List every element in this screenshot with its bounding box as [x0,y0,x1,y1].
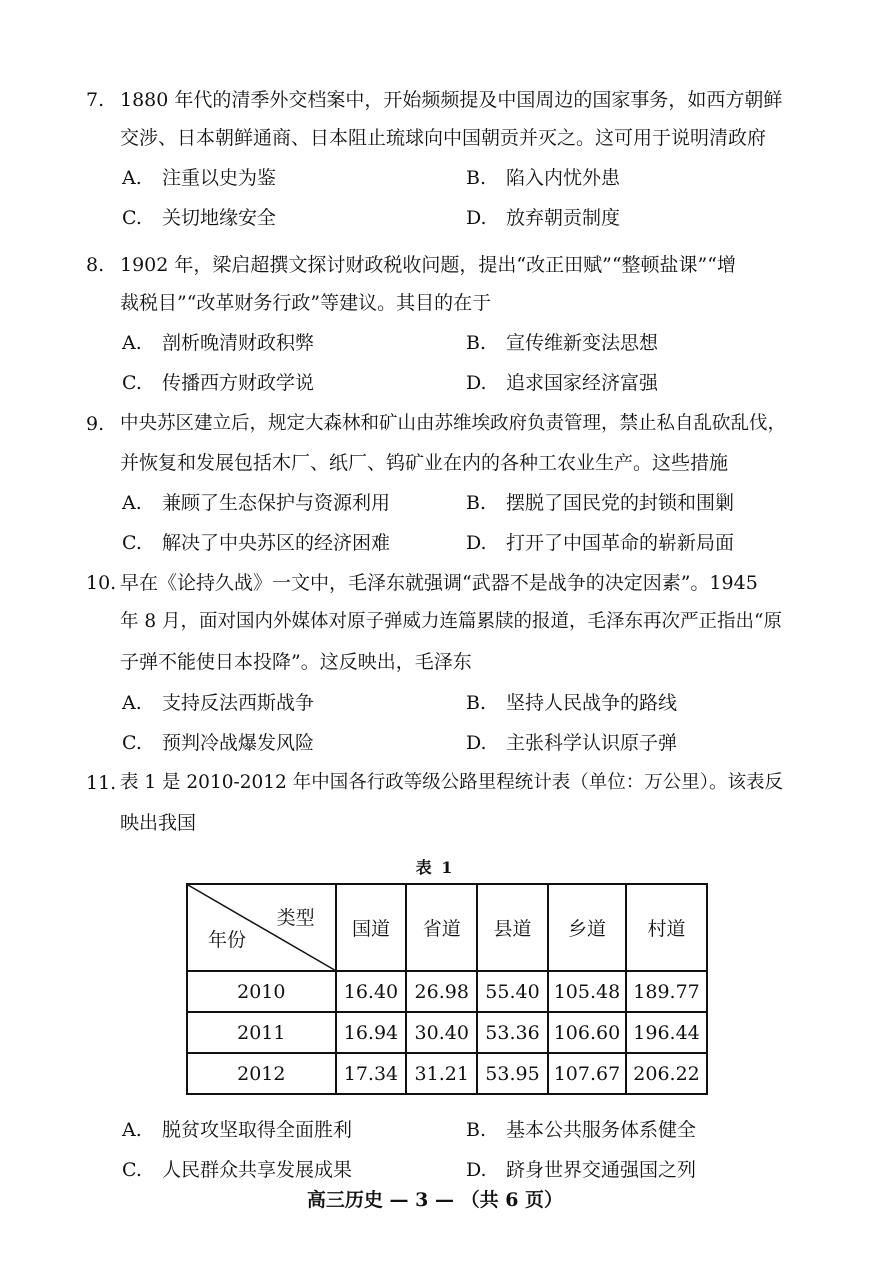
option-b[interactable] [466,1117,696,1143]
table-cell: 16.40 [336,971,407,1012]
question-number: 8. [86,254,105,276]
table-cell: 105.48 [548,971,626,1012]
column-header: 乡道 [548,884,626,971]
table-caption: 表 1 [415,858,455,877]
column-header: 国道 [336,884,407,971]
option-d[interactable] [466,205,620,231]
option-a[interactable] [122,330,314,356]
page-footer: 高三历史 — 3 — （共 6 页） [306,1189,564,1211]
option-key: B. [466,332,487,354]
option-text: 脱贫攻坚取得全面胜利 [162,1119,353,1141]
option-text: 基本公共服务体系健全 [506,1119,697,1141]
table-row [187,1012,707,1053]
year-cell: 2012 [187,1053,336,1094]
option-key: C. [122,732,142,754]
option-key: A. [122,167,142,189]
option-key: A. [122,692,142,714]
option-text: 预判冷战爆发风险 [162,732,315,754]
table-cell: 106.60 [548,1012,626,1053]
option-text: 兼顾了生态保护与资源利用 [162,492,391,514]
option-text: 剖析晚清财政积弊 [162,332,315,354]
option-d[interactable] [466,370,658,396]
table-row [187,971,707,1012]
option-text: 支持反法西斯战争 [162,692,315,714]
table-cell: 53.36 [477,1012,548,1053]
option-text: 摆脱了国民党的封锁和围剿 [506,492,735,514]
table-cell: 26.98 [406,971,477,1012]
question-number: 10. [86,572,117,594]
option-text: 人民群众共享发展成果 [162,1159,353,1181]
option-b[interactable] [466,165,620,191]
option-c[interactable] [122,730,314,756]
option-text: 主张科学认识原子弹 [506,732,678,754]
table-cell: 107.67 [548,1053,626,1094]
question-number: 9. [86,413,105,435]
table-cell: 30.40 [406,1012,477,1053]
question-text-line: 映出我国 [120,812,197,834]
table-cell: 16.94 [336,1012,407,1053]
question-text-line: 裁税目”“改革财务行政”等建议。其目的在于 [120,292,492,314]
table-corner-cell [187,884,336,971]
table-cell: 206.22 [626,1053,707,1094]
option-text: 追求国家经济富强 [506,372,659,394]
question-text-line: 1880 年代的清季外交档案中，开始频频提及中国周边的国家事务，如西方朝鲜 [120,89,783,111]
option-key: D. [466,207,487,229]
question-number: 7. [86,89,105,111]
road-mileage-table [186,883,708,1095]
option-a[interactable] [122,690,314,716]
question-text-line: 表 1 是 2010-2012 年中国各行政等级公路里程统计表（单位：万公里）。该表反 [120,772,783,793]
option-b[interactable] [466,330,658,356]
option-key: A. [122,1119,142,1141]
option-key: B. [466,1119,487,1141]
table-cell: 196.44 [626,1012,707,1053]
option-text: 宣传维新变法思想 [506,332,659,354]
option-text: 传播西方财政学说 [162,372,315,394]
option-key: C. [122,207,142,229]
option-key: B. [466,492,487,514]
option-key: C. [122,372,142,394]
option-key: C. [122,1159,142,1181]
option-b[interactable] [466,690,677,716]
table-header-row [187,884,707,971]
question-text-line: 1902 年，梁启超撰文探讨财政税收问题，提出“改正田赋”“整顿盐课”“增 [120,254,736,276]
option-key: D. [466,532,487,554]
option-key: B. [466,692,487,714]
option-c[interactable] [122,205,276,231]
table-cell: 53.95 [477,1053,548,1094]
question-text-line: 交涉、日本朝鲜通商、日本阻止琉球向中国朝贡并灭之。这可用于说明清政府 [120,127,767,149]
option-key: D. [466,1159,487,1181]
column-header: 村道 [626,884,707,971]
option-text: 坚持人民战争的路线 [506,692,678,714]
option-text: 打开了中国革命的崭新局面 [506,532,735,554]
year-cell: 2010 [187,971,336,1012]
option-d[interactable] [466,730,677,756]
option-key: A. [122,332,142,354]
option-text: 放弃朝贡制度 [506,207,621,229]
question-text-line: 中央苏区建立后，规定大森林和矿山由苏维埃政府负责管理，禁止私自乱砍乱伐， [120,413,787,434]
option-c[interactable] [122,530,390,556]
question-text-line: 并恢复和发展包括木厂、纸厂、钨矿业在内的各种工农业生产。这些措施 [120,452,729,474]
option-text: 跻身世界交通强国之列 [506,1159,697,1181]
option-key: B. [466,167,487,189]
option-a[interactable] [122,490,390,516]
table-cell: 31.21 [406,1053,477,1094]
option-d[interactable] [466,1157,696,1183]
option-c[interactable] [122,1157,352,1183]
column-header: 县道 [477,884,548,971]
option-d[interactable] [466,530,734,556]
table-row [187,1053,707,1094]
option-text: 关切地缘安全 [162,207,277,229]
corner-label-type: 类型 [276,907,315,929]
question-text-line: 年 8 月，面对国内外媒体对原子弹威力连篇累牍的报道，毛泽东再次严正指出“原 [120,611,782,632]
option-key: C. [122,532,142,554]
table-cell: 189.77 [626,971,707,1012]
corner-label-year: 年份 [208,929,247,951]
question-text-line: 早在《论持久战》一文中，毛泽东就强调“武器不是战争的决定因素”。1945 [120,572,758,594]
column-header: 省道 [406,884,477,971]
option-text: 陷入内忧外患 [506,167,621,189]
table-cell: 55.40 [477,971,548,1012]
option-text: 解决了中央苏区的经济困难 [162,532,391,554]
option-a[interactable] [122,1117,352,1143]
option-b[interactable] [466,490,734,516]
option-key: D. [466,732,487,754]
table-cell: 17.34 [336,1053,407,1094]
option-key: D. [466,372,487,394]
option-c[interactable] [122,370,314,396]
question-text-line: 子弹不能使日本投降”。这反映出，毛泽东 [120,651,472,673]
option-a[interactable] [122,165,276,191]
year-cell: 2011 [187,1012,336,1053]
option-text: 注重以史为鉴 [162,167,277,189]
option-key: A. [122,492,142,514]
question-number: 11. [86,772,117,794]
